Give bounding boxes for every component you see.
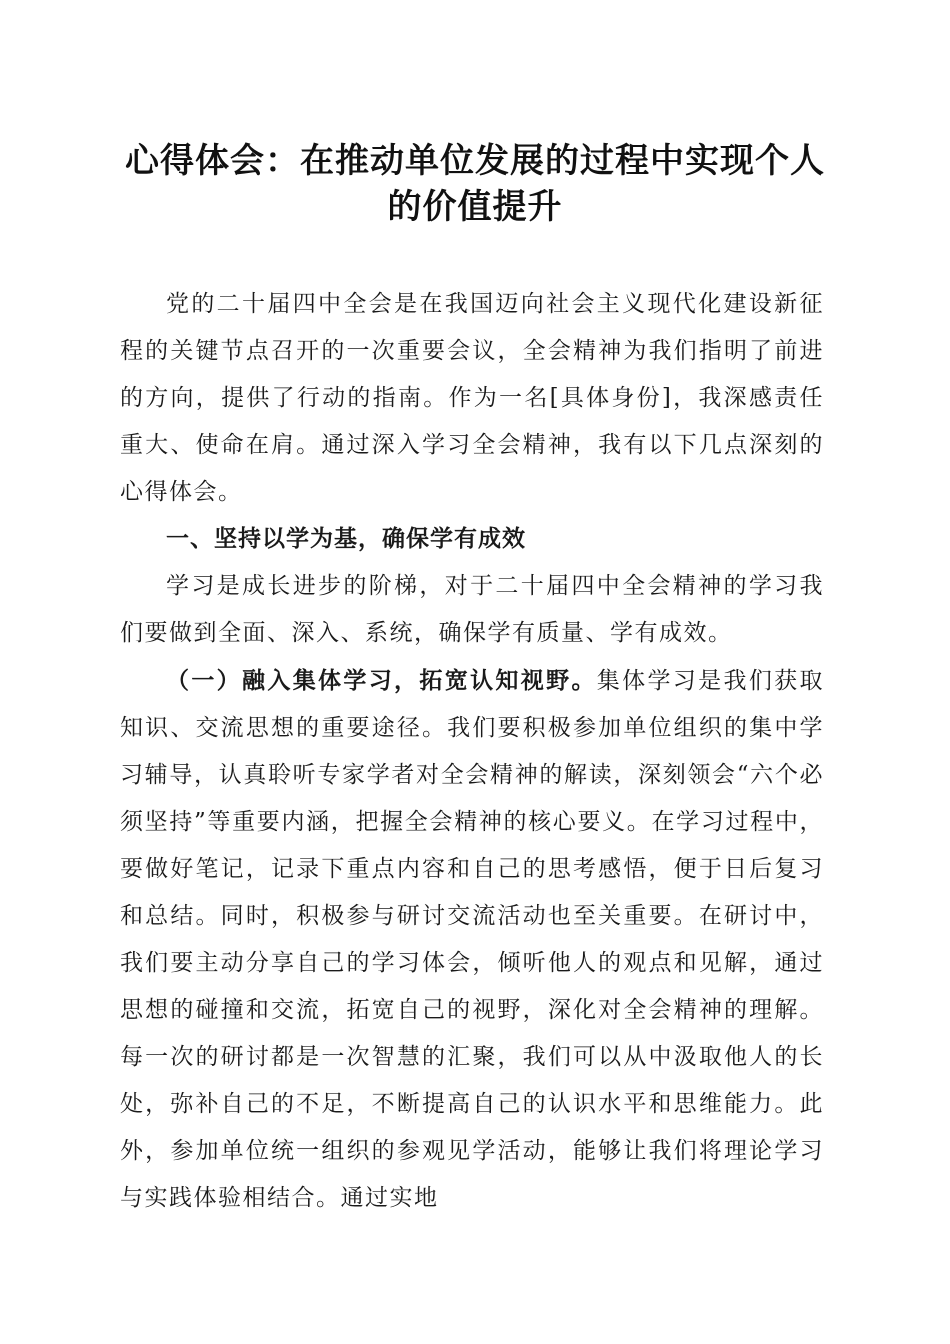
section-1-intro-paragraph: 学习是成长进步的阶梯，对于二十届四中全会精神的学习我们要做到全面、深入、系统，确保学有质量、学有成效。 xyxy=(120,573,824,646)
title-line-2: 的价值提升 xyxy=(387,187,563,227)
intro-paragraph: 党的二十届四中全会是在我国迈向社会主义现代化建设新征程的关键节点召开的一次重要会议，全会精神为我们指明了前进的方向，提供了行动的指南。作为一名[具体身份]，我深感责任重大、使命在肩。通过深入学习全会精神，我有以下几点深刻的心得体会。 xyxy=(120,291,824,505)
document-body xyxy=(120,281,824,1222)
document-title xyxy=(115,138,835,230)
title-line-1: 心得体会：在推动单位发展的过程中实现个人 xyxy=(125,141,825,181)
subsection-1-paragraph xyxy=(120,657,824,1222)
subsection-1-body: 集体学习是我们获取知识、交流思想的重要途径。我们要积极参加单位组织的集中学习辅导，认真聆听专家学者对全会精神的解读，深刻领会“六个必须坚持”等重要内涵，把握全会精神的核心要义。在学习过程中，要做好笔记，记录下重点内容和自己的思考感悟，便于日后复习和总结。同时，积极参与研讨交流活动也至关重要。在研讨中，我们要主动分享自己的学习体会，倾听他人的观点和见解，通过思想的碰撞和交流，拓宽自己的视野，深化对全会精神的理解。每一次的研讨都是一次智慧的汇聚，我们可以从中汲取他人的长处，弥补自己的不足，不断提高自己的认识水平和思维能力。此外，参加单位统一组织的参观见学活动，能够让我们将理论学习与实践体验相结合。通过实地 xyxy=(120,668,825,1211)
subsection-1-lead: （一）融入集体学习，拓宽认知视野。 xyxy=(166,667,597,694)
section-1-heading: 一、坚持以学为基，确保学有成效 xyxy=(166,526,526,552)
